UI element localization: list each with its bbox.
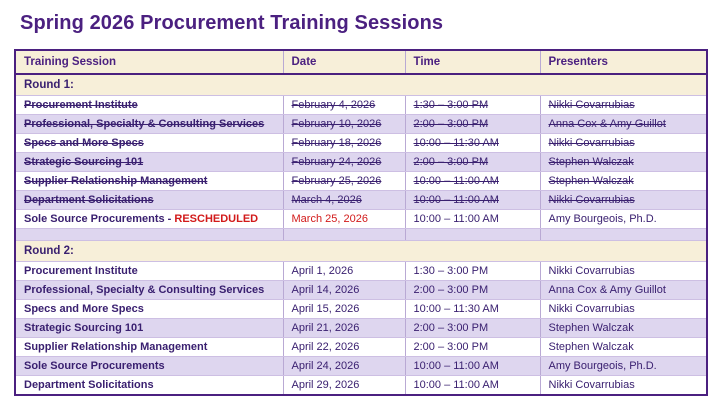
cell-date-text: February 18, 2026: [291, 137, 382, 149]
cell-time: [405, 210, 540, 229]
cell-date-text: February 10, 2026: [291, 118, 382, 130]
table-row: [15, 210, 707, 229]
cell-presenters-text: Anna Cox & Amy Guillot: [548, 118, 666, 130]
cell-training-session: [15, 153, 283, 172]
cell-training-session: [15, 319, 283, 338]
column-header-training-session: Training Session: [15, 50, 283, 74]
cell-date-text: April 29, 2026: [291, 379, 360, 391]
cell-time-text: 10:00 – 11:00 AM: [413, 194, 499, 206]
cell-presenters-text: Nikki Covarrubias: [548, 379, 635, 391]
training-schedule-table: [14, 49, 708, 396]
table-row: [15, 338, 707, 357]
cell-presenters: [540, 210, 707, 229]
cell-date-text: February 25, 2026: [291, 175, 382, 187]
cell-presenters: [540, 191, 707, 210]
cell-date: [283, 300, 405, 319]
cell-presenters-text: Stephen Walczak: [548, 322, 634, 334]
table-row: [15, 115, 707, 134]
cell-time: [405, 134, 540, 153]
cell-training-session: [15, 262, 283, 281]
cell-date: [283, 210, 405, 229]
session-name: Sole Source Procurements: [24, 360, 165, 372]
cell-presenters: [540, 134, 707, 153]
cell-date: [283, 376, 405, 396]
round-header-row: [15, 74, 707, 96]
session-name: Supplier Relationship Management: [24, 341, 208, 353]
cell-training-session: [15, 357, 283, 376]
cell-presenters-text: Stephen Walczak: [548, 156, 634, 168]
cell-date-text: April 14, 2026: [291, 284, 360, 296]
cell-date-text: April 21, 2026: [291, 322, 360, 334]
cell-training-session: [15, 115, 283, 134]
cell-training-session: [15, 376, 283, 396]
cell-presenters: [540, 281, 707, 300]
spacer-cell: [405, 229, 540, 241]
cell-time: [405, 96, 540, 115]
cell-time-text: 10:00 – 11:30 AM: [413, 303, 499, 315]
cell-time: [405, 281, 540, 300]
cell-date: [283, 338, 405, 357]
cell-time: [405, 172, 540, 191]
table-row: [15, 357, 707, 376]
column-header-date: Date: [283, 50, 405, 74]
table-row: [15, 172, 707, 191]
round-header-row: [15, 241, 707, 262]
cell-training-session: [15, 338, 283, 357]
table-row: [15, 134, 707, 153]
cell-training-session: [15, 281, 283, 300]
section-spacer-row: [15, 229, 707, 241]
spacer-cell: [15, 229, 283, 241]
cell-date: [283, 96, 405, 115]
cell-time: [405, 153, 540, 172]
table-body: [15, 74, 707, 395]
cell-presenters: [540, 153, 707, 172]
cell-time-text: 2:00 – 3:00 PM: [413, 284, 489, 296]
table-row: [15, 153, 707, 172]
cell-time-text: 2:00 – 3:00 PM: [413, 322, 489, 334]
cell-date-text: February 24, 2026: [291, 156, 382, 168]
rescheduled-badge: RESCHEDULED: [174, 213, 259, 225]
cell-date-text: April 22, 2026: [291, 341, 360, 353]
cell-time-text: 2:00 – 3:00 PM: [413, 341, 489, 353]
cell-presenters: [540, 357, 707, 376]
cell-time: [405, 357, 540, 376]
table-row: [15, 96, 707, 115]
cell-training-session: [15, 96, 283, 115]
table-row: [15, 300, 707, 319]
cell-presenters-text: Amy Bourgeois, Ph.D.: [548, 360, 657, 372]
cell-date: [283, 191, 405, 210]
cell-presenters-text: Stephen Walczak: [548, 175, 634, 187]
table-header-row: [15, 50, 707, 74]
cell-training-session: [15, 210, 283, 229]
cell-time: [405, 300, 540, 319]
cell-time-text: 10:00 – 11:00 AM: [413, 379, 499, 391]
cell-time-text: 2:00 – 3:00 PM: [413, 118, 489, 130]
cell-presenters: [540, 96, 707, 115]
cell-presenters: [540, 115, 707, 134]
session-name: Specs and More Specs: [24, 303, 144, 315]
column-header-presenters: Presenters: [540, 50, 707, 74]
cell-date-text: April 24, 2026: [291, 360, 360, 372]
cell-training-session: [15, 134, 283, 153]
cell-time-text: 10:00 – 11:00 AM: [413, 360, 499, 372]
cell-time: [405, 319, 540, 338]
cell-presenters-text: Anna Cox & Amy Guillot: [548, 284, 666, 296]
cell-presenters: [540, 262, 707, 281]
session-name: Sole Source Procurements -: [24, 213, 175, 225]
table-row: [15, 376, 707, 396]
cell-date-text: March 4, 2026: [291, 194, 362, 206]
cell-presenters: [540, 319, 707, 338]
cell-presenters: [540, 172, 707, 191]
cell-date: [283, 172, 405, 191]
round-label: Round 2:: [15, 241, 707, 262]
session-name: Department Solicitations: [24, 194, 154, 206]
table-row: [15, 281, 707, 300]
cell-date-text: April 15, 2026: [291, 303, 360, 315]
cell-presenters-text: Nikki Covarrubias: [548, 137, 635, 149]
cell-date-text: February 4, 2026: [291, 99, 376, 111]
cell-time: [405, 262, 540, 281]
cell-time: [405, 338, 540, 357]
round-label: Round 1:: [15, 74, 707, 96]
cell-presenters-text: Nikki Covarrubias: [548, 303, 635, 315]
spacer-cell: [283, 229, 405, 241]
cell-presenters-text: Amy Bourgeois, Ph.D.: [548, 213, 657, 225]
session-name: Professional, Specialty & Consulting Services: [24, 284, 265, 296]
cell-presenters: [540, 376, 707, 396]
cell-date: [283, 281, 405, 300]
session-name: Supplier Relationship Management: [24, 175, 208, 187]
page-title: Spring 2026 Procurement Training Sessions: [20, 12, 444, 34]
cell-time: [405, 115, 540, 134]
cell-presenters-text: Nikki Covarrubias: [548, 194, 635, 206]
cell-date: [283, 115, 405, 134]
session-name: Procurement Institute: [24, 265, 138, 277]
cell-presenters-text: Nikki Covarrubias: [548, 265, 635, 277]
table-row: [15, 319, 707, 338]
table-row: [15, 191, 707, 210]
cell-time-text: 10:00 – 11:00 AM: [413, 175, 499, 187]
session-name: Procurement Institute: [24, 99, 138, 111]
cell-training-session: [15, 191, 283, 210]
cell-time-text: 1:30 – 3:00 PM: [413, 99, 489, 111]
cell-time-text: 1:30 – 3:00 PM: [413, 265, 489, 277]
cell-time: [405, 191, 540, 210]
cell-date: [283, 134, 405, 153]
cell-time-text: 10:00 – 11:30 AM: [413, 137, 499, 149]
cell-date-text: March 25, 2026: [291, 213, 368, 225]
cell-date: [283, 262, 405, 281]
session-name: Strategic Sourcing 101: [24, 322, 144, 334]
cell-presenters: [540, 338, 707, 357]
session-name: Department Solicitations: [24, 379, 154, 391]
column-header-time: Time: [405, 50, 540, 74]
cell-date: [283, 357, 405, 376]
cell-time-text: 10:00 – 11:00 AM: [413, 213, 499, 225]
cell-time-text: 2:00 – 3:00 PM: [413, 156, 489, 168]
cell-training-session: [15, 300, 283, 319]
cell-date: [283, 153, 405, 172]
spacer-cell: [540, 229, 707, 241]
table-row: [15, 262, 707, 281]
cell-date-text: April 1, 2026: [291, 265, 354, 277]
cell-date: [283, 319, 405, 338]
cell-time: [405, 376, 540, 396]
cell-training-session: [15, 172, 283, 191]
session-name: Strategic Sourcing 101: [24, 156, 144, 168]
cell-presenters: [540, 300, 707, 319]
cell-presenters-text: Nikki Covarrubias: [548, 99, 635, 111]
session-name: Specs and More Specs: [24, 137, 144, 149]
cell-presenters-text: Stephen Walczak: [548, 341, 634, 353]
session-name: Professional, Specialty & Consulting Services: [24, 118, 265, 130]
table-header: [15, 50, 707, 74]
